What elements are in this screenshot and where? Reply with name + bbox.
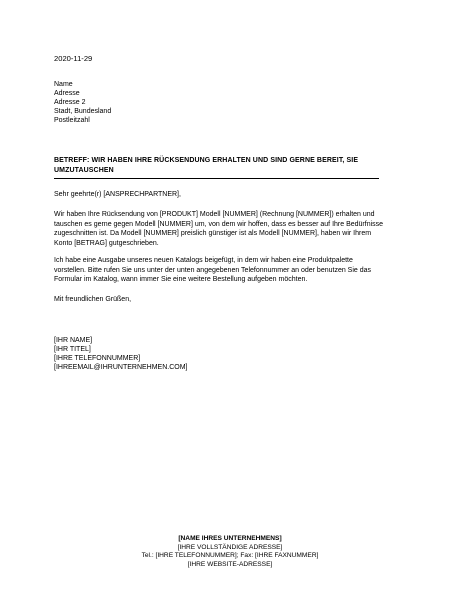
signature-block [54, 336, 188, 372]
recipient-address-line-2: Adresse 2 [54, 99, 86, 107]
footer-contact: Tel.: [IHRE TELEFONNUMMER]; Fax: [IHRE FAXNUMMER] [141, 552, 319, 560]
recipient-address-line-1: Adresse [54, 90, 80, 98]
footer-website: [IHRE WEBSITE-ADRESSE] [187, 560, 273, 568]
recipient-postal-code: Postleitzahl [54, 117, 90, 125]
signature-email: [IHREEMAIL@IHRUNTERNEHMEN.COM] [54, 364, 188, 372]
signature-title: [IHR TITEL] [54, 346, 91, 354]
footer-company-name: [NAME IHRES UNTERNEHMENS] [178, 535, 282, 542]
signature-name: [IHR NAME] [54, 337, 93, 344]
letter-date: 2020-11-29 [54, 54, 93, 63]
recipient-address-block [54, 80, 111, 125]
footer-address: [IHRE VOLLSTÄNDIGE ADRESSE] [177, 543, 283, 551]
closing: Mit freundlichen Grüßen, [54, 296, 132, 303]
recipient-city-state: Stadt, Bundesland [54, 108, 112, 116]
subject-divider [54, 178, 379, 179]
subject-line: BETREFF: WIR HABEN IHRE RÜCKSENDUNG ERHALTEN UND SIND GERNE BEREIT, SIE UMZUTAUSCHEN [54, 157, 359, 175]
signature-phone: [IHRE TELEFONNUMMER] [54, 355, 141, 363]
footer-block [0, 535, 460, 569]
body-paragraph-1: Wir haben Ihre Rücksendung von [PRODUKT] Modell [NUMMER] (Rechnung [NUMMER]) erhalten und tauschen es gerne gegen Modell [NUMMER] um, von dem wir hoffen, dass es besser auf Ihre Bedürfnisse zugeschnitten ist. Da Modell [NUMMER] preislich günstiger ist als Modell [NUMMER], haben wir Ihrem Konto [BETRAG] gutgeschrieben. [54, 211, 384, 247]
recipient-name: Name [54, 81, 73, 88]
salutation: Sehr geehrte(r) [ANSPRECHPARTNER], [54, 191, 181, 198]
body-paragraph-2: Ich habe eine Ausgabe unseres neuen Katalogs beigefügt, in dem wir haben eine Produktpalette vorstellen. Bitte rufen Sie uns unter der unten angegebenen Telefonnummer an oder benutzen Sie das Formular im Katalog, wann immer Sie eine weitere Bestellung aufgeben möchten. [54, 257, 372, 284]
